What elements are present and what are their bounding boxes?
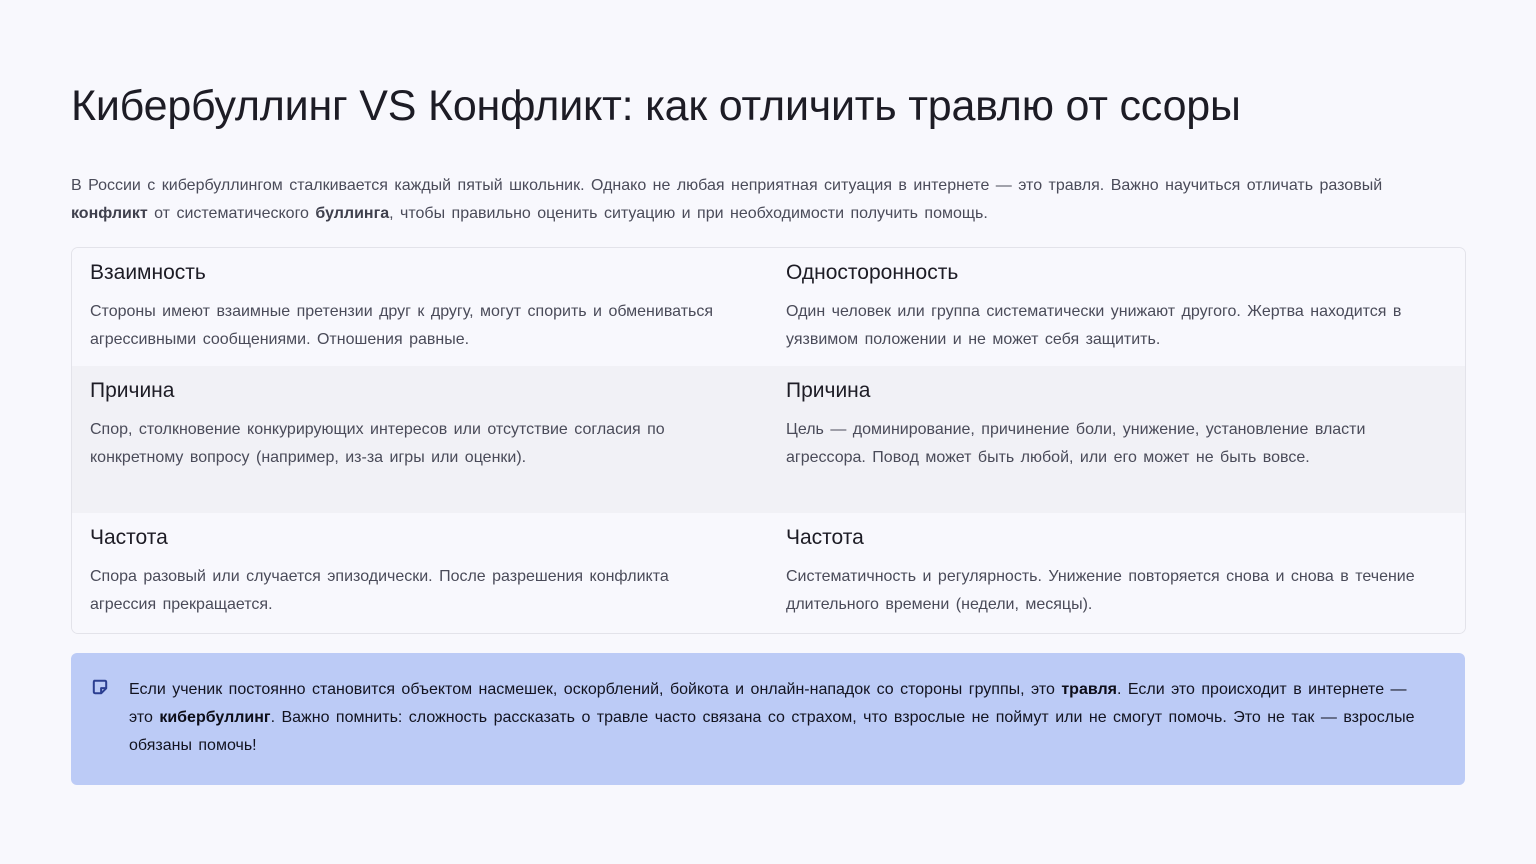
comparison-heading-mutuality: Взаимность [90,261,206,284]
comparison-cell-conflict-cause [72,366,768,513]
comparison-text-mutuality: Стороны имеют взаимные претензии друг к другу, могут спорить и обмениваться агрессивными сообщениями. Отношения равные. [90,303,714,348]
comparison-text-bullying-cause: Цель — доминирование, причинение боли, унижение, установление власти агрессора. Повод может быть любой, или его может не быть вовсе. [786,421,1366,466]
note-icon [92,679,108,695]
comparison-cell-bullying-one-sidedness [768,248,1464,366]
comparison-heading-one-sidedness: Односторонность [786,261,959,284]
intro-text-before-conflict: В России с кибербуллингом сталкивается каждый пятый школьник. Однако не любая неприятная ситуация в интернете — это травля. Важно научиться отличать разовый [71,177,1383,194]
comparison-cell-conflict-mutuality [72,248,768,366]
comparison-row-cause [72,366,1465,513]
comparison-heading-bullying-frequency: Частота [786,526,864,549]
note-text-middle: . Если это происходит в интернете — это [129,681,1407,726]
note-text-after-cyberbullying: . Важно помнить: сложность рассказать о травле часто связана со страхом, что взрослые не поймут или не смогут помочь. Это не так — взрослые обязаны помочь! [129,709,1415,754]
note-cyberbullying-term: кибербуллинг [159,709,271,726]
important-note-text [129,676,1434,760]
page-title: Кибербуллинг VS Конфликт: как отличить травлю от ссоры [71,82,1241,130]
slide [71,0,1466,864]
comparison-cell-bullying-frequency [768,513,1464,633]
intro-bullying-term: буллинга [315,205,390,222]
important-note-callout [71,653,1465,785]
comparison-heading-conflict-cause: Причина [90,379,175,402]
comparison-text-bullying-frequency: Систематичность и регулярность. Унижение повторяется снова и снова в течение длительного времени (недели, месяцы). [786,568,1415,613]
comparison-text-conflict-cause: Спор, столкновение конкурирующих интересов или отсутствие согласия по конкретному вопросу (например, из-за игры или оценки). [90,421,665,466]
intro-conflict-term: конфликт [71,205,148,222]
comparison-row-frequency [72,513,1465,633]
note-travlya-term: травля [1061,681,1117,698]
note-text-before-travlya: Если ученик постоянно становится объектом насмешек, оскорблений, бойкота и онлайн-нападок со стороны группы, это [129,681,1062,698]
comparison-table [71,247,1466,634]
comparison-text-conflict-frequency: Спора разовый или случается эпизодически. После разрешения конфликта агрессия прекращается. [90,568,669,613]
comparison-heading-conflict-frequency: Частота [90,526,168,549]
comparison-text-one-sidedness: Один человек или группа систематически унижают другого. Жертва находится в уязвимом положении и не может себя защитить. [786,303,1402,348]
comparison-cell-bullying-cause [768,366,1464,513]
comparison-heading-bullying-cause: Причина [786,379,871,402]
intro-text-after-bullying: , чтобы правильно оценить ситуацию и при необходимости получить помощь. [389,205,988,222]
comparison-cell-conflict-frequency [72,513,768,633]
intro-paragraph [71,172,1457,228]
intro-text-between-terms: от систематического [147,205,316,222]
comparison-row-mutuality [72,248,1465,366]
